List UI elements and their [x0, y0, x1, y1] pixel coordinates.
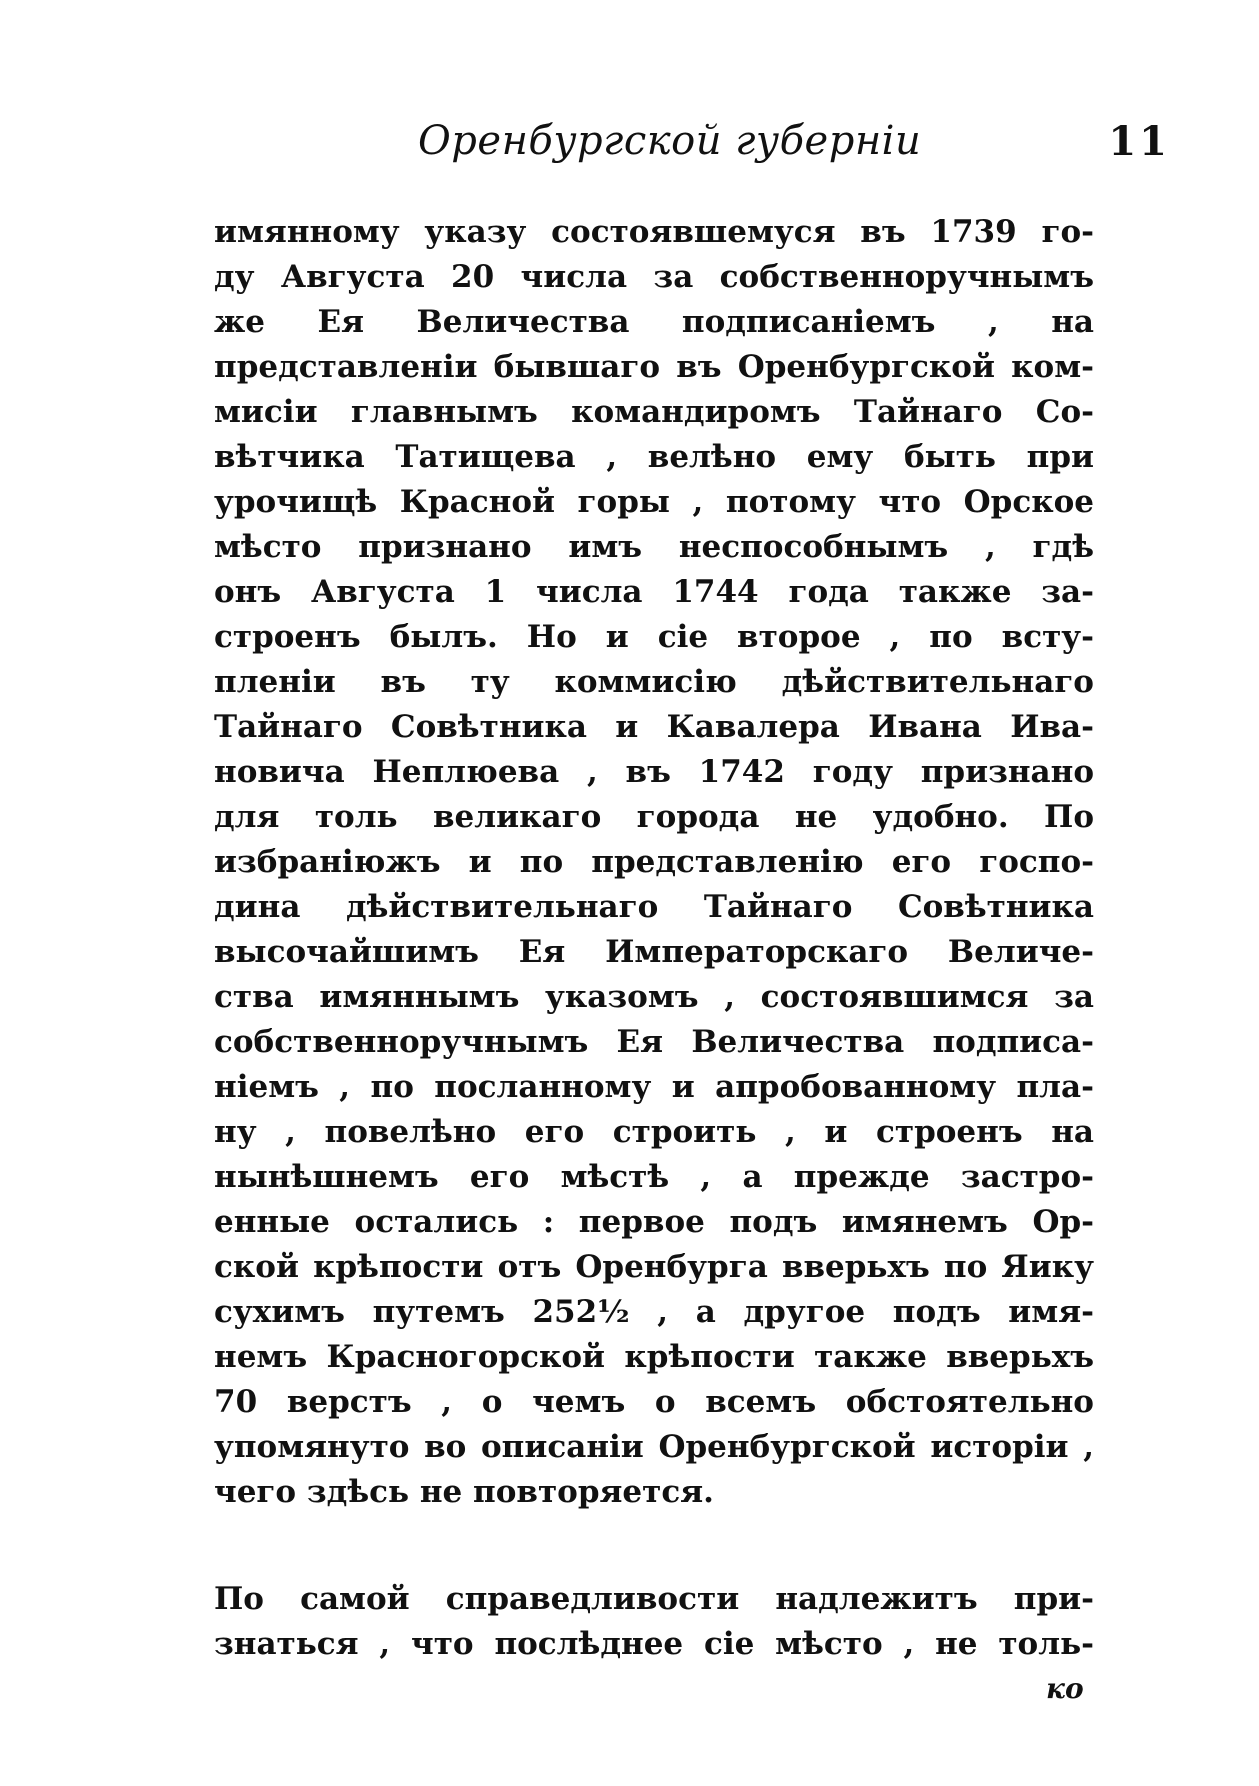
text-line: ства имяннымъ указомъ , состоявшимся за	[214, 979, 1094, 1015]
text-line: ду Августа 20 числа за собственноручнымъ	[214, 259, 1094, 295]
text-line: урочищѣ Красной горы , потому что Орское	[214, 484, 1094, 520]
running-head	[400, 118, 1170, 178]
text-line: нынѣшнемъ его мѣстѣ , а прежде застро-	[214, 1159, 1094, 1195]
text-line: вѣтчика Татищева , велѣно ему быть при	[214, 439, 1094, 475]
text-line: для толь великаго города не удобно. По	[214, 799, 1094, 835]
text-line: нiемъ , по посланному и апробованному пла-	[214, 1069, 1094, 1105]
catchword: ко	[1046, 1672, 1084, 1705]
text-line: имянному указу состоявшемуся въ 1739 го-	[214, 214, 1094, 250]
text-line: мисiи главнымъ командиромъ Тайнаго Со-	[214, 394, 1094, 430]
text-line: ской крѣпости отъ Оренбурга вверьхъ по Яику	[214, 1249, 1094, 1285]
text-line: высочайшимъ Ея Императорскаго Величе-	[214, 934, 1094, 970]
text-line: представленiи бывшаго въ Оренбургской ком-	[214, 349, 1094, 385]
paragraph-gap	[214, 1515, 1094, 1577]
running-title: Оренбургской губернiи	[418, 118, 922, 164]
text-line: немъ Красногорской крѣпости также вверьхъ	[214, 1339, 1094, 1375]
text-line: пленiи въ ту коммисiю дѣйствительнаго	[214, 664, 1094, 700]
text-line: енные остались : первое подъ имянемъ Ор-	[214, 1204, 1094, 1240]
text-line: новича Неплюева , въ 1742 году признано	[214, 754, 1094, 790]
text-line: избранiюжъ и по представленiю его госпо-	[214, 844, 1094, 880]
paragraph-2	[214, 1577, 1094, 1667]
body-text	[214, 210, 1094, 1667]
text-line: сухимъ путемъ 252½ , а другое подъ имя-	[214, 1294, 1094, 1330]
text-line: же Ея Величества подписанiемъ , на	[214, 304, 1094, 340]
text-line: мѣсто признано имъ неспособнымъ , гдѣ	[214, 529, 1094, 565]
text-line: дина дѣйствительнаго Тайнаго Совѣтника	[214, 889, 1094, 925]
text-line: онъ Августа 1 числа 1744 года также за-	[214, 574, 1094, 610]
text-line: Тайнаго Совѣтника и Кавалера Ивана Ива-	[214, 709, 1094, 745]
text-line: 70 верстъ , о чемъ о всемъ обстоятельно	[214, 1384, 1094, 1420]
text-line: По самой справедливости надлежитъ при-	[214, 1581, 1094, 1617]
text-line: строенъ былъ. Но и сiе второе , по всту-	[214, 619, 1094, 655]
text-line: ну , повелѣно его строить , и строенъ на	[214, 1114, 1094, 1150]
text-line: собственноручнымъ Ея Величества подписа-	[214, 1024, 1094, 1060]
page-number: 11	[1108, 118, 1170, 165]
text-line: чего здѣсь не повторяется.	[214, 1474, 714, 1510]
text-line: знаться , что послѣднее сiе мѣсто , не толь-	[214, 1626, 1094, 1662]
paragraph-1	[214, 210, 1094, 1515]
text-line: упомянуто во описанiи Оренбургской исторiи ,	[214, 1429, 1094, 1465]
